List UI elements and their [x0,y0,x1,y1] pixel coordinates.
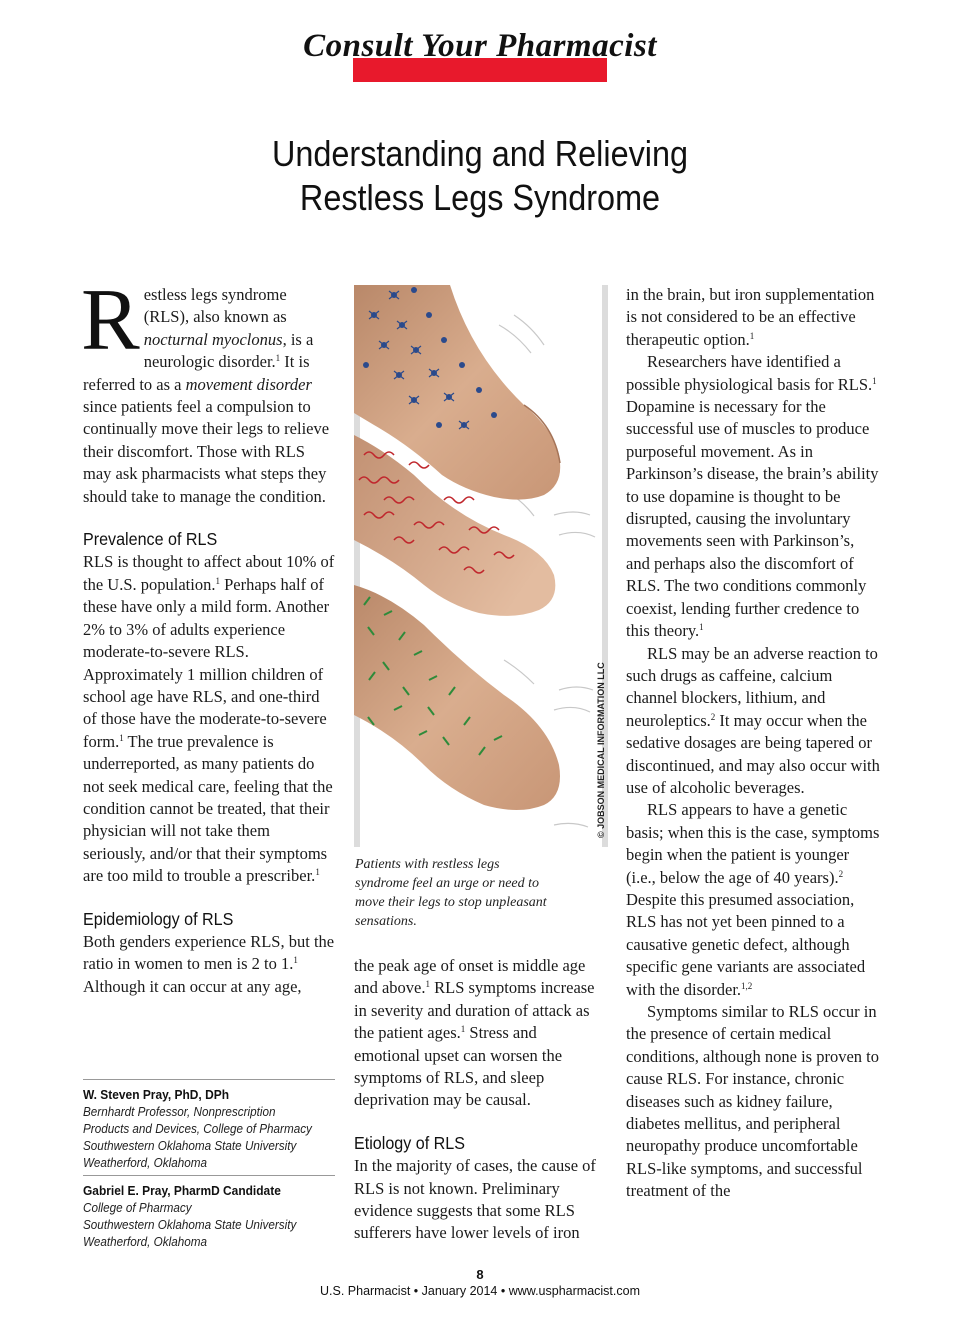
reference-marker: 1 [119,732,124,743]
text-run: Dopamine is necessary for the successful use of muscles to produce purposeful movement. As in Parkinson’s disease, the brain’s ability to use dopamine is thought to be disrupted, causing the involuntary movements seen with Parkinson’s, and perhaps also the discomfort of RLS. The two conditions commonly coexist, lending further credence to this theory. [626,397,879,641]
journal-section-title: Consult Your Pharmacist [303,28,657,64]
text-run: , is a neurologic disorder. [143,329,314,372]
text-run: since patients feel a compulsion to continually move their legs to relieve their discomfort. Those with RLS may ask pharmacists what steps they should take to manage the condition. [83,397,330,506]
author-name: W. Steven Pray, PhD, DPh [83,1087,230,1102]
text-run: estless legs syndrome (RLS), also known as [143,285,287,327]
author-entry [83,1175,335,1250]
reference-marker: 1 [872,375,877,386]
publication-line: U.S. Pharmacist • January 2014 • www.uspharmacist.com [320,1284,640,1298]
reference-marker: 1 [460,1024,466,1035]
etiology-paragraph: In the majority of cases, the cause of RLS is not known. Preliminary evidence suggests that some RLS sufferers have lower levels of iron [354,1156,596,1243]
intro-paragraph [81,272,335,508]
reference-marker: 2 [838,868,844,879]
genetic-paragraph [626,799,882,1001]
reference-marker: 1 [315,867,320,878]
reference-marker: 1 [699,622,704,633]
reference-marker: 1 [749,330,755,341]
text-run: Although it can occur at any age, [83,976,302,996]
text-run: Stress and emotional upset can worsen the symptoms of RLS, and sleep deprivation may be causal. [354,1023,563,1110]
author-affiliation: Southwestern Oklahoma State University [83,1217,297,1232]
reference-marker: 1,2 [741,980,753,991]
drug-reaction-paragraph [626,643,882,800]
section-heading-epidemiology: Epidemiology of RLS [83,908,234,929]
author-affiliation: Products and Devices, College of Pharmacy [83,1121,312,1136]
iron-paragraph [626,284,882,351]
author-name: Gabriel E. Pray, PharmD Candidate [83,1183,281,1198]
text-run: Both genders experience RLS, but the ratio in women to men is 2 to 1. [83,931,335,974]
prevalence-paragraph [83,551,335,887]
onset-paragraph [354,955,606,1112]
text-run: The true prevalence is underreported, as many patients do not seek medical care, feeling that the condition cannot be treated, that their physician will not take them seriously, and/or that their symptoms are too mild to trouble a prescriber. [83,731,333,886]
author-affiliation: Weatherford, Oklahoma [83,1155,208,1170]
text-run: Despite this presumed association, RLS has not yet been pinned to a causative genetic defect, although specific gene variants are associated with the disorder. [626,889,866,999]
text-run: Researchers have identified a possible physiological basis for RLS. [626,352,873,394]
text-run: RLS may be an adverse reaction to such drugs as caffeine, calcium channel blockers, lithium, and neuroleptics. [626,643,878,730]
restless-legs-illustration [354,285,608,847]
dopamine-paragraph [626,351,882,642]
conditions-paragraph: Symptoms similar to RLS occur in the presence of certain medical conditions, although none is proven to cause RLS. For instance, chronic diseases such as kidney failure, diabetes mellitus, and peripheral neuropathy produce uncomfortable RLS-like symptoms, and successful treatment of the [626,1002,879,1201]
text-run: It may occur when the sedative dosages are being tapered or discontinued, and may also occur with use of alcoholic beverages. [626,710,880,797]
reference-marker: 1 [293,955,298,966]
text-column-3 [626,284,882,1203]
author-block [83,1079,335,1254]
epidemiology-paragraph [83,931,335,998]
text-run: RLS is thought to affect about 10% of the U.S. population. [83,552,335,594]
reference-marker: 1 [275,353,281,364]
author-affiliation: Bernhardt Professor, Nonprescription [83,1104,276,1119]
text-column-1 [81,272,335,998]
italic-term: nocturnal myoclonus [143,329,283,349]
reference-marker: 1 [215,575,220,586]
text-run: RLS symptoms increase in severity and duration of attack as the patient ages. [354,978,595,1043]
text-run: in the brain, but iron supplementation is not considered to be an effective therapeutic option. [626,285,875,349]
author-affiliation: Southwestern Oklahoma State University [83,1138,297,1153]
text-run: Perhaps half of these have only a mild form. Another 2% to 3% of adults experience moderate-to-severe RLS. Approximately 1 million children of school age have RLS, and one-third of those have the moderate-to-severe form. [83,574,330,751]
italic-term: movement disorder [185,374,312,394]
page-header [0,0,960,90]
section-heading-prevalence: Prevalence of RLS [83,529,218,550]
text-run: the peak age of onset is middle age and above. [354,956,586,998]
section-heading-etiology: Etiology of RLS [354,1132,465,1153]
text-run: It is referred to as a [83,352,310,394]
article-title-line-1: Understanding and Relieving [271,133,689,174]
text-run: RLS appears to have a genetic basis; when this is the case, symptoms begin when the patient is younger (i.e., below the age of 40 years). [626,800,880,887]
reference-marker: 2 [710,711,716,722]
author-affiliation: College of Pharmacy [83,1200,192,1215]
author-entry [83,1079,335,1171]
article-title-line-2: Restless Legs Syndrome [299,177,661,218]
illustration-copyright: © JOBSON MEDICAL INFORMATION LLC [596,662,606,838]
page-number: 8 [476,1267,484,1282]
drop-cap: R [81,272,140,369]
author-affiliation: Weatherford, Oklahoma [83,1234,208,1249]
article-title [48,132,912,220]
page-footer [0,1266,960,1300]
reference-marker: 1 [425,979,430,990]
text-column-2 [354,955,606,1245]
illustration-caption: Patients with restless legs syndrome feel an urge or need to move their legs to stop unpleasant sensations. [355,857,547,929]
